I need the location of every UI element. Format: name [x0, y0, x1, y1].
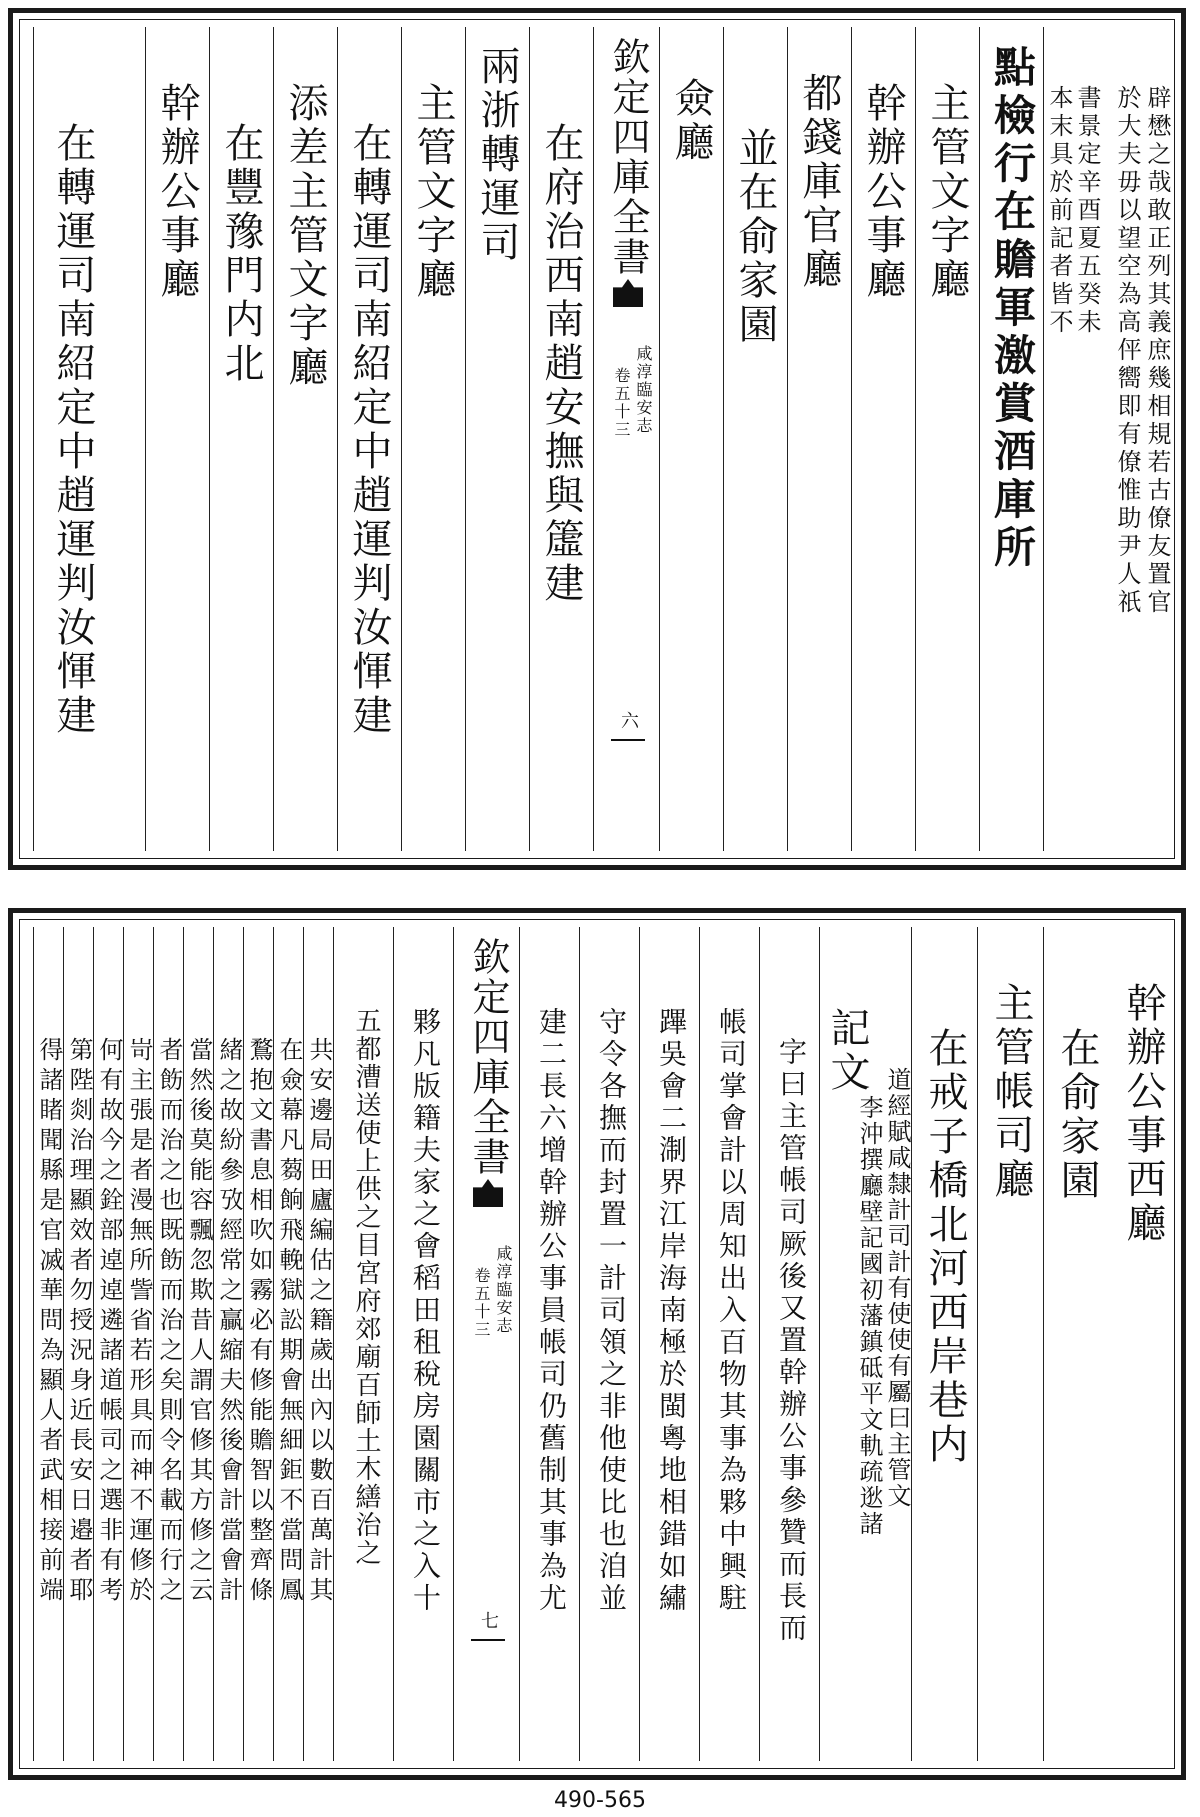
text-p1-9: 兩浙轉運司: [474, 45, 520, 265]
fishtail-mark-p1: [613, 279, 643, 307]
column-p2-23: [33, 927, 63, 1761]
text-p2-10: 建二長六增幹辦公事員帳司仍舊制其事為尤: [535, 1007, 568, 1615]
note-p2-5b: 道經賦咸隸計司計有使使有屬曰主管文: [883, 1067, 911, 1509]
note-p1-1b: 辟懋之哉敢正列其義庶幾相規若古僚友置官: [1143, 85, 1171, 617]
center-title-p1: 欽定四庫全書: [606, 37, 650, 277]
column-p2-6: [759, 927, 819, 1761]
column-p1-15: [33, 27, 145, 851]
text-p2-16: 鶩抱文書息相吹如霧必有修能贍智以整齊條: [245, 1037, 273, 1607]
text-p1-13: 在豐豫門内北: [218, 122, 264, 386]
text-p1-15: 在轉運司南紹定中趙運判汝惲建: [50, 122, 96, 738]
column-p2-18: [183, 927, 213, 1761]
column-p1-11: [337, 27, 401, 851]
center-volume-p2: 卷五十三: [472, 1267, 491, 1339]
column-p1-1c: [1043, 27, 1103, 851]
text-p2-19: 者飭而治之也既飭而治之矣則令名載而行之: [155, 1037, 183, 1607]
text-p2-1: 幹辦公事西廳: [1120, 982, 1166, 1246]
text-p1-10: 主管文字廳: [410, 82, 456, 302]
column-p1-9: [465, 27, 529, 851]
column-p1-14: [145, 27, 209, 851]
column-p2-16: [243, 927, 273, 1761]
column-p2-1: [1109, 927, 1175, 1761]
column-p2-7: [699, 927, 759, 1761]
column-p1-8: [529, 27, 593, 851]
text-p2-2: 在俞家園: [1054, 1027, 1100, 1203]
text-p2-21: 何有故今之銓部逴逴遴諸道帳司之選非有考: [95, 1037, 123, 1607]
column-p1-3: [915, 27, 979, 851]
heading-p1-2: 點檢行在贍軍激賞酒庫所: [988, 45, 1037, 573]
text-p2-7: 帳司掌會計以周知出入百物其事為夥中興駐: [715, 1007, 748, 1615]
note-p1-1a: 於大夫毋以望空為高伻嚮即有僚惟助尹人祇: [1113, 85, 1141, 617]
text-p1-3: 主管文字廳: [924, 82, 970, 302]
column-p2-14: [303, 927, 333, 1761]
column-p2-22: [63, 927, 93, 1761]
center-pageno-p1: 六: [618, 711, 639, 731]
column-p1-4: [851, 27, 915, 851]
text-p2-13: 五都漕送使上供之目宮府郊廟百師土木繕治之: [351, 1007, 381, 1567]
footer-page-ref: 490-565: [554, 1788, 646, 1813]
text-p2-14: 共安邊局田廬編估之籍歲出內以數百萬計其: [305, 1037, 333, 1607]
text-p2-12: 夥凡版籍夫家之會稻田租稅房園關市之入十: [409, 1007, 442, 1615]
note-p1-1d: 書景定辛酉夏五癸未: [1073, 85, 1101, 337]
center-book-p1: 咸淳臨安志: [634, 345, 653, 435]
fishtail-mark-p2: [473, 1179, 503, 1207]
column-p2-24: [29, 927, 33, 1761]
column-p2-13: [333, 927, 393, 1761]
column-p2-8: [639, 927, 699, 1761]
text-p1-4: 幹辦公事廳: [860, 82, 906, 302]
text-p2-6: 字曰主管帳司厥後又置幹辦公事參贊而長而: [775, 1037, 808, 1645]
column-p2-21: [93, 927, 123, 1761]
text-p2-17: 緒之故紛參攷經常之贏縮夫然後會計當會計: [215, 1037, 243, 1607]
text-p2-8: 蹕吳會二淛界江岸海南極於閩粵地相錯如繡: [655, 1007, 688, 1615]
column-p1-7: [659, 27, 723, 851]
center-pageno-p2: 七: [478, 1611, 499, 1631]
column-p1-6: [723, 27, 787, 851]
text-p1-12: 添差主管文字廳: [282, 82, 328, 390]
center-book-p2: 咸淳臨安志: [494, 1245, 513, 1335]
folio-page-2: [8, 908, 1186, 1780]
column-p1-13: [209, 27, 273, 851]
pageno-rule-p1: [611, 739, 645, 741]
column-p2-12: [393, 927, 453, 1761]
text-p1-5: 都錢庫官廳: [796, 72, 842, 292]
folio-page-1: [8, 8, 1186, 870]
column-p2-4: [911, 927, 977, 1761]
column-p2-2: [1043, 927, 1109, 1761]
text-p2-22: 第陛剡治理顯效者勿授況身近長安日邉者耶: [65, 1037, 93, 1607]
text-p2-5-heading: 記文: [824, 1007, 870, 1095]
column-p2-17: [213, 927, 243, 1761]
text-p1-8: 在府治西南趙安撫與𥲤建: [538, 122, 584, 606]
center-fold-p1: [593, 27, 659, 851]
column-p2-19: [153, 927, 183, 1761]
column-p2-3: [977, 927, 1043, 1761]
note-p1-1c: 本末具於前記者皆不: [1045, 85, 1073, 337]
text-p2-18: 當然後莫能容飄忽欺昔人謂官修其方修之云: [185, 1037, 213, 1607]
column-p1-10: [401, 27, 465, 851]
column-p1-1: [1103, 27, 1175, 851]
text-p2-9: 守令各撫而封置一計司領之非他使比也洎並: [595, 1007, 628, 1615]
text-p1-6: 並在俞家園: [732, 127, 778, 347]
center-fold-p2: [453, 927, 519, 1761]
column-p2-5: [819, 927, 911, 1761]
text-p2-20: 岢主張是者漫無所訾省若形具而神不運修於: [125, 1037, 153, 1607]
text-p2-15: 在僉幕凡蒭餉飛輓獄訟期會無細鉅不當問鳳: [275, 1037, 303, 1607]
column-p2-20: [123, 927, 153, 1761]
text-p1-11: 在轉運司南紹定中趙運判汝惲建: [346, 122, 392, 738]
text-p1-14: 幹辦公事廳: [154, 82, 200, 302]
column-p2-10: [519, 927, 579, 1761]
column-p2-15: [273, 927, 303, 1761]
pageno-rule-p2: [471, 1639, 505, 1641]
column-p1-2: [979, 27, 1043, 851]
column-p1-5: [787, 27, 851, 851]
center-title-p2: 欽定四庫全書: [466, 937, 510, 1177]
column-p2-9: [579, 927, 639, 1761]
text-p1-7: 僉廳: [668, 77, 714, 165]
center-volume-p1: 卷五十三: [612, 367, 631, 439]
column-p1-12: [273, 27, 337, 851]
note-p2-5a: 李沖撰廳壁記國初藩鎮砥平文軌疏逖諸: [855, 1095, 883, 1537]
text-p2-4: 在戒子橋北河西岸巷内: [922, 1027, 968, 1467]
text-p2-3: 主管帳司廳: [988, 982, 1034, 1202]
text-p2-23: 得諸睹聞縣是官㓕華問為顯人者武相接前端: [35, 1037, 63, 1607]
